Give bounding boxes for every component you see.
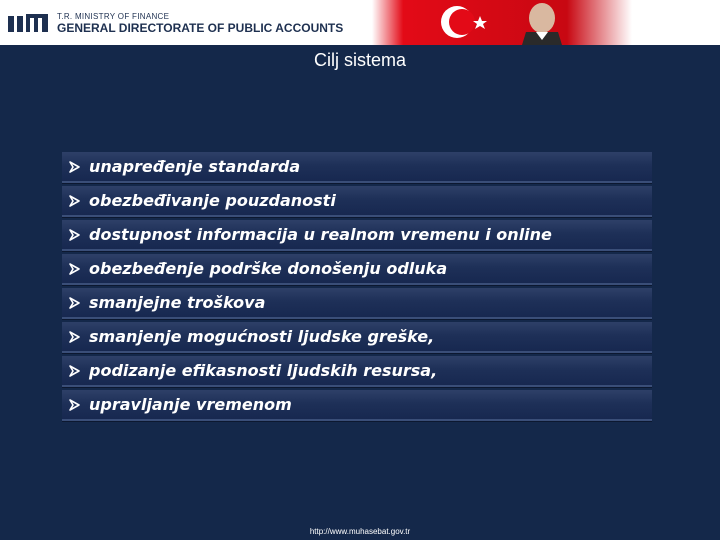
list-item: [62, 390, 652, 421]
org-line-1: T.R. MINISTRY OF FINANCE: [57, 12, 170, 21]
list-item-text: smanjejne troškova: [89, 293, 266, 312]
list-item: [62, 288, 652, 319]
arrow-bullet-icon: [69, 195, 81, 207]
slide-title: Cilj sistema: [313, 50, 406, 70]
list-item: [62, 322, 652, 353]
footer-url: http://www.muhasebat.gov.tr: [309, 527, 411, 536]
goals-list: [62, 152, 652, 424]
organization-name: [57, 12, 343, 35]
arrow-bullet-icon: [69, 365, 81, 377]
arrow-bullet-icon: [69, 161, 81, 173]
arrow-bullet-icon: [69, 297, 81, 309]
list-item: [62, 186, 652, 217]
list-item-text: podizanje efikasnosti ljudskih resursa,: [89, 361, 438, 380]
list-item-text: obezbeđivanje pouzdanosti: [89, 191, 336, 210]
list-item-text: dostupnost informacija u realnom vremenu i online: [89, 225, 552, 244]
org-line-2: GENERAL DIRECTORATE OF PUBLIC ACCOUNTS: [57, 21, 344, 35]
list-item: [62, 356, 652, 387]
list-item-text: unapređenje standarda: [89, 157, 301, 176]
flag-portrait-banner: [372, 0, 632, 45]
list-item-text: upravljanje vremenom: [89, 395, 292, 414]
arrow-bullet-icon: [69, 229, 81, 241]
arrow-bullet-icon: [69, 399, 81, 411]
list-item: [62, 152, 652, 183]
list-item-text: smanjenje mogućnosti ljudske greške,: [89, 327, 435, 346]
list-item: [62, 254, 652, 285]
arrow-bullet-icon: [69, 331, 81, 343]
list-item: [62, 220, 652, 251]
header-bar: [0, 0, 720, 45]
ministry-logo-icon: [8, 14, 48, 32]
list-item-text: obezbeđenje podrške donošenju odluka: [89, 259, 448, 278]
arrow-bullet-icon: [69, 263, 81, 275]
